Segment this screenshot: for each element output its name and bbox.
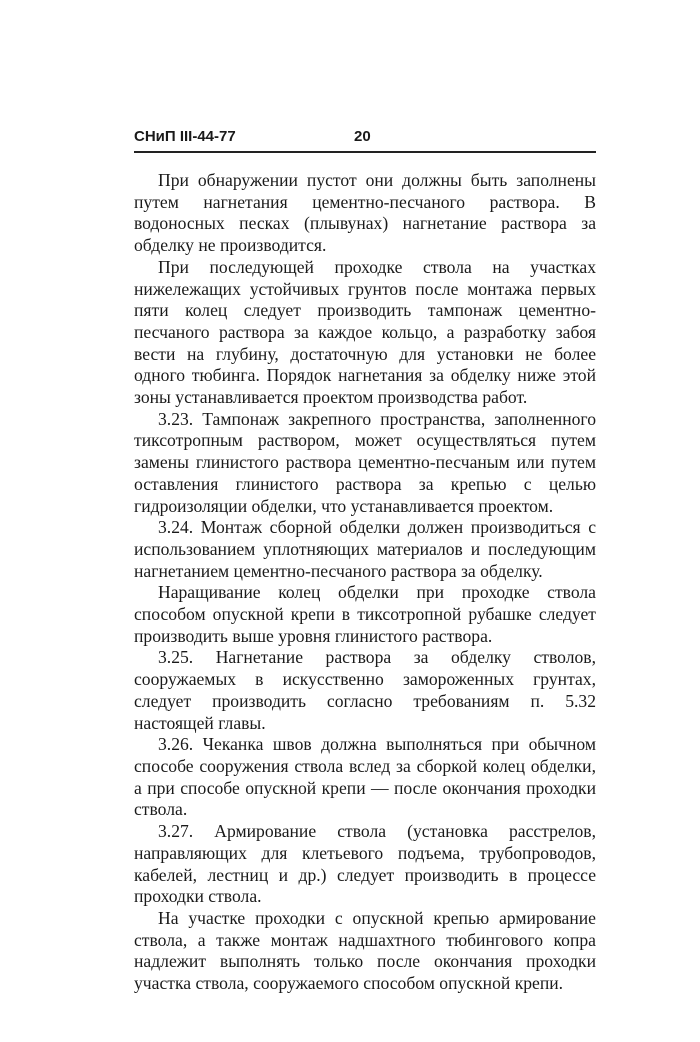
paragraph-text: Тампонаж закрепного пространства, заполненного тиксотропным раствором, может осуществляться путем замены глинистого раствора цементно-песчаным или путем оставления глинистого раствора за крепью с целью гидроизоляции обделки, что устанавливается проектом.: [134, 408, 596, 516]
paragraph: [134, 734, 596, 821]
clause-number: 3.25.: [158, 647, 194, 668]
page-number: 20: [354, 128, 371, 145]
paragraph-text: Армирование ствола (установка расстрелов, направляющих для клетьевого подъема, трубопроводов, кабелей, лестниц и др.) следует производить в процессе проходки ствола.: [134, 821, 596, 907]
body-text: [134, 170, 596, 995]
page-header: [134, 124, 596, 152]
paragraph-text: Нагнетание раствора за обделку стволов, сооружаемых в искусственно замороженных грунтах, следует производить согласно требованиям п. 5.32 настоящей главы.: [134, 647, 596, 733]
clause-number: 3.24.: [158, 517, 194, 538]
paragraph-text: Монтаж сборной обделки должен производиться с использованием уплотняющих материалов и последующим нагнетанием цементно-песчаного раствора за обделку.: [134, 517, 596, 581]
paragraph-text: Наращивание колец обделки при проходке ствола способом опускной крепи в тиксотропной рубашке следует производить выше уровня глинистого раствора.: [134, 582, 596, 646]
paragraph-text: Чеканка швов должна выполняться при обычном способе сооружения ствола вслед за сборкой колец обделки, а при способе опускной крепи — после окончания проходки ствола.: [134, 734, 596, 820]
clause-number: 3.26.: [158, 734, 194, 755]
paragraph: [134, 170, 596, 257]
document-code: СНиП III-44-77: [134, 128, 236, 145]
paragraph: [134, 517, 596, 582]
clause-number: 3.27.: [158, 821, 194, 842]
header-divider: [134, 151, 596, 153]
paragraph-text: При обнаружении пустот они должны быть заполнены путем нагнетания цементно-песчаного раствора. В водоносных песках (плывунах) нагнетание раствора за обделку не производится.: [134, 170, 596, 256]
clause-number: 3.23.: [158, 408, 194, 429]
paragraph: [134, 582, 596, 647]
paragraph-text: На участке проходки с опускной крепью армирование ствола, а также монтаж надшахтного тюбингового копра надлежит выполнять только после окончания проходки участка ствола, сооружаемого способом опускной крепи.: [134, 907, 596, 994]
paragraph: [134, 647, 596, 734]
paragraph: [134, 908, 596, 995]
paragraph: [134, 257, 596, 409]
paragraph: [134, 409, 596, 518]
paragraph: [134, 821, 596, 908]
paragraph-text: При последующей проходке ствола на участках нижележащих устойчивых грунтов после монтажа первых пяти колец следует производить тампонаж цементно-песчаного раствора за каждое кольцо, а разработку забоя вести на глубину, достаточную для установки не более одного тюбинга. Порядок нагнетания за обделку ниже этой зоны устанавливается проектом производства работ.: [134, 256, 596, 408]
